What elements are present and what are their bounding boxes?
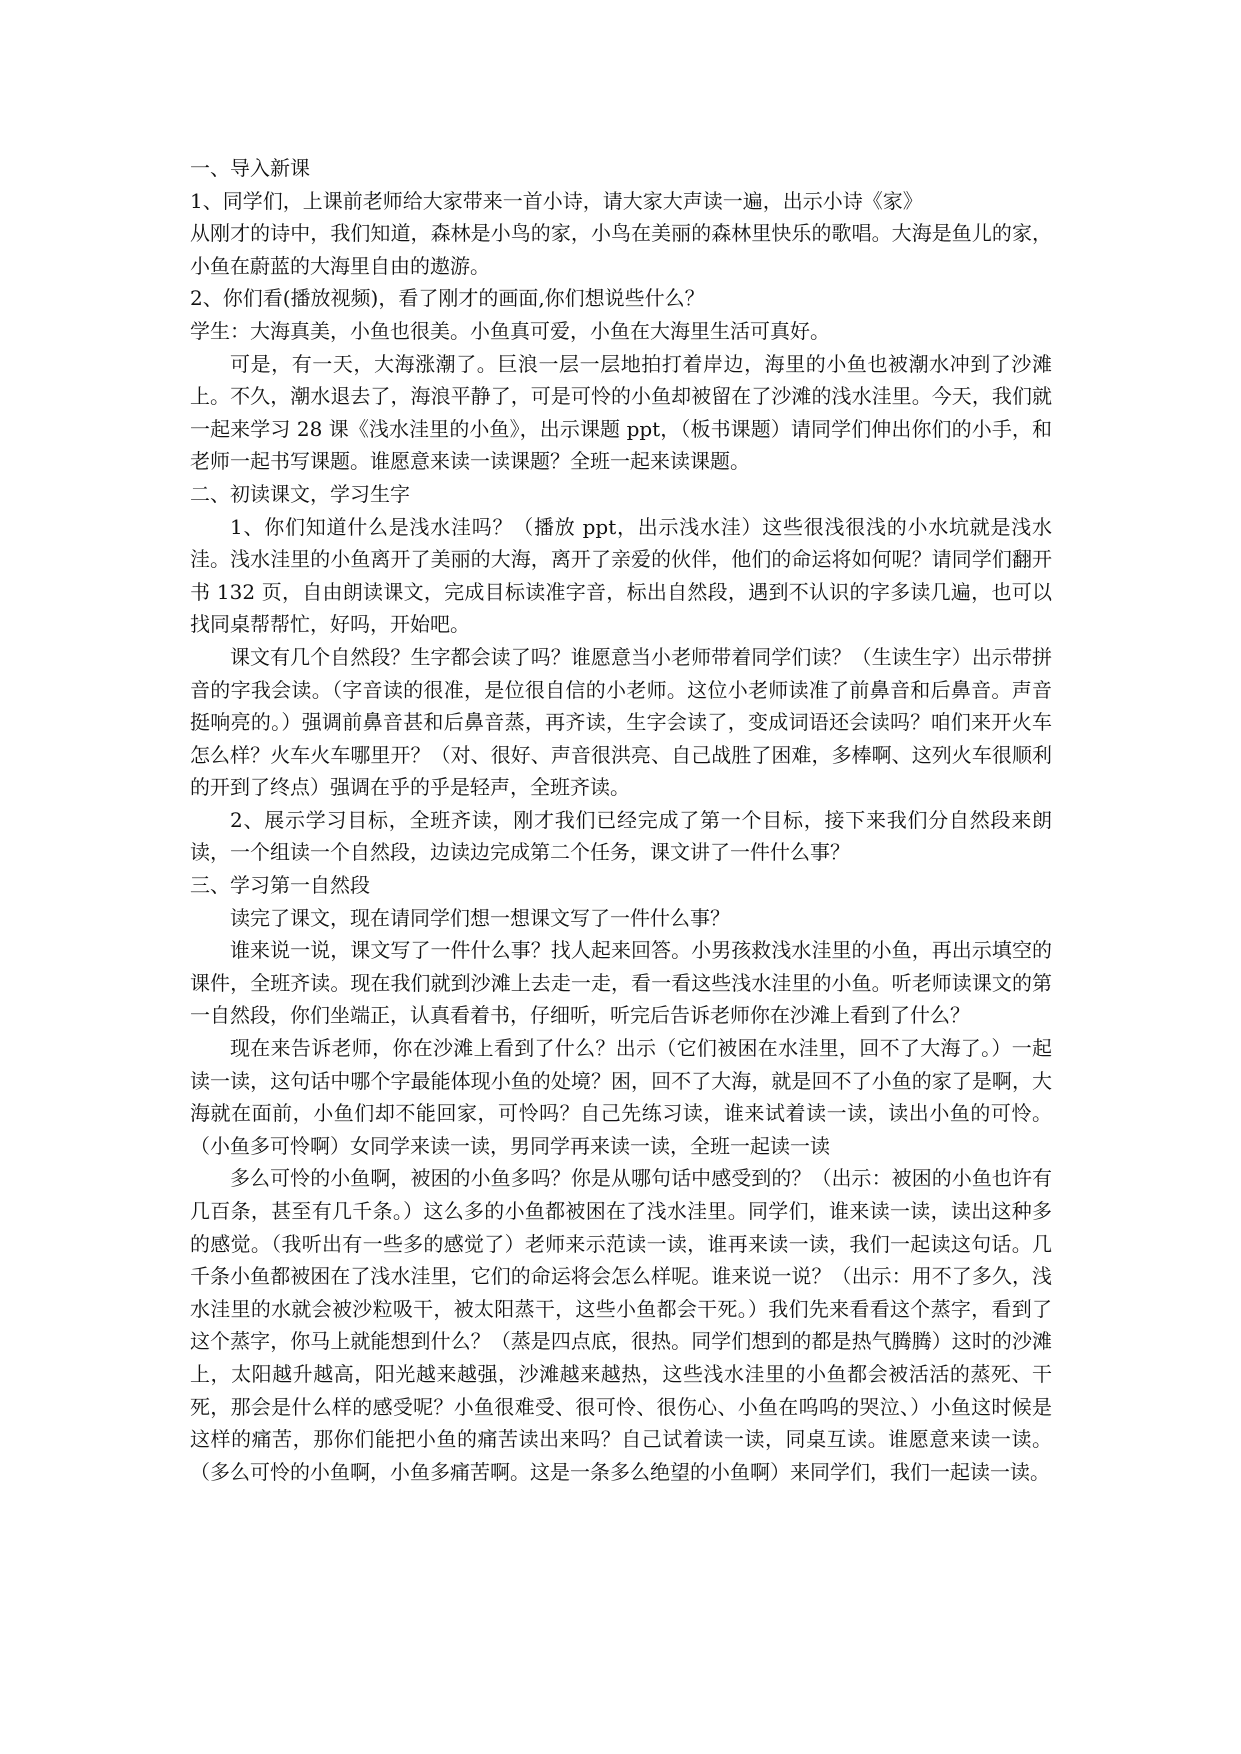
document-page [190, 152, 1052, 1488]
paragraph: 谁来说一说，课文写了一件什么事？找人起来回答。小男孩救浅水洼里的小鱼，再出示填空的课件，全班齐读。现在我们就到沙滩上去走一走，看一看这些浅水洼里的小鱼。听老师读课文的第一自然段，你们坐端正，认真看着书，仔细听，听完后告诉老师你在沙滩上看到了什么？ [190, 938, 1052, 1028]
paragraph: 可是，有一天，大海涨潮了。巨浪一层一层地拍打着岸边，海里的小鱼也被潮水冲到了沙滩上。不久，潮水退去了，海浪平静了，可是可怜的小鱼却被留在了沙滩的浅水洼里。今天，我们就一起来学习 28 课《浅水洼里的小鱼》，出示课题 ppt，（板书课题）请同学们伸出你们的小手，和老师一起书写课题。谁愿意来读一读课题？全班一起来读课题。 [190, 351, 1052, 474]
paragraph: 学生：大海真美，小鱼也很美。小鱼真可爱，小鱼在大海里生活可真好。 [190, 318, 830, 343]
paragraph: 2、你们看(播放视频)，看了刚才的画面,你们想说些什么？ [190, 286, 705, 311]
paragraph: 1、你们知道什么是浅水洼吗？（播放 ppt，出示浅水洼）这些很浅很浅的小水坑就是浅水洼。浅水洼里的小鱼离开了美丽的大海，离开了亲爱的伙伴，他们的命运将如何呢？请同学们翻开书 132 页，自由朗读课文，完成目标读准字音，标出自然段，遇到不认识的字多读几遍，也可以找同桌帮帮忙，好吗，开始吧。 [190, 514, 1052, 637]
paragraph: 多么可怜的小鱼啊，被困的小鱼多吗？你是从哪句话中感受到的？（出示：被困的小鱼也许有几百条，甚至有几千条。）这么多的小鱼都被困在了浅水洼里。同学们，谁来读一读，读出这种多的感觉。（我听出有一些多的感觉了）老师来示范读一读，谁再来读一读，我们一起读这句话。几千条小鱼都被困在了浅水洼里，它们的命运将会怎么样呢。谁来说一说？（出示：用不了多久，浅水洼里的水就会被沙粒吸干，被太阳蒸干，这些小鱼都会干死。）我们先来看看这个蒸字，看到了这个蒸字，你马上就能想到什么？（蒸是四点底，很热。同学们想到的都是热气腾腾）这时的沙滩上，太阳越升越高，阳光越来越强，沙滩越来越热，这些浅水洼里的小鱼都会被活活的蒸死、干死，那会是什么样的感受呢？小鱼很难受、很可怜、很伤心、小鱼在呜呜的哭泣、）小鱼这时候是这样的痛苦，那你们能把小鱼的痛苦读出来吗？自己试着读一读，同桌互读。谁愿意来读一读。（多么可怜的小鱼啊，小鱼多痛苦啊。这是一条多么绝望的小鱼啊）来同学们，我们一起读一读。 [190, 1166, 1052, 1484]
paragraph: 从刚才的诗中，我们知道，森林是小鸟的家，小鸟在美丽的森林里快乐的歌唱。大海是鱼儿的家，小鱼在蔚蓝的大海里自由的遨游。 [190, 221, 1052, 278]
section-heading-1: 一、导入新课 [190, 156, 310, 180]
paragraph: 现在来告诉老师，你在沙滩上看到了什么？出示（它们被困在水洼里，回不了大海了。）一起读一读，这句话中哪个字最能体现小鱼的处境？困，回不了大海，就是回不了小鱼的家了是啊，大海就在面前，小鱼们却不能回家，可怜吗？自己先练习读，谁来试着读一读，读出小鱼的可怜。（小鱼多可怜啊）女同学来读一读，男同学再来读一读，全班一起读一读 [190, 1036, 1052, 1158]
section-heading-2: 二、初读课文，学习生字 [190, 481, 410, 506]
section-heading-3: 三、学习第一自然段 [190, 873, 370, 898]
paragraph: 课文有几个自然段？生字都会读了吗？谁愿意当小老师带着同学们读？（生读生字）出示带拼音的字我会读。（字音读的很准，是位很自信的小老师。这位小老师读准了前鼻音和后鼻音。声音挺响亮的。）强调前鼻音甚和后鼻音蒸，再齐读，生字会读了，变成词语还会读吗？咱们来开火车怎么样？火车火车哪里开？（对、很好、声音很洪亮、自己战胜了困难，多棒啊、这列火车很顺利的开到了终点）强调在乎的乎是轻声，全班齐读。 [190, 644, 1052, 800]
paragraph: 1、同学们，上课前老师给大家带来一首小诗，请大家大声读一遍，出示小诗《家》 [190, 188, 923, 213]
paragraph: 2、展示学习目标，全班齐读，刚才我们已经完成了第一个目标，接下来我们分自然段来朗读，一个组读一个自然段，边读边完成第二个任务，课文讲了一件什么事？ [190, 807, 1052, 865]
paragraph: 读完了课文，现在请同学们想一想课文写了一件什么事？ [230, 905, 730, 930]
